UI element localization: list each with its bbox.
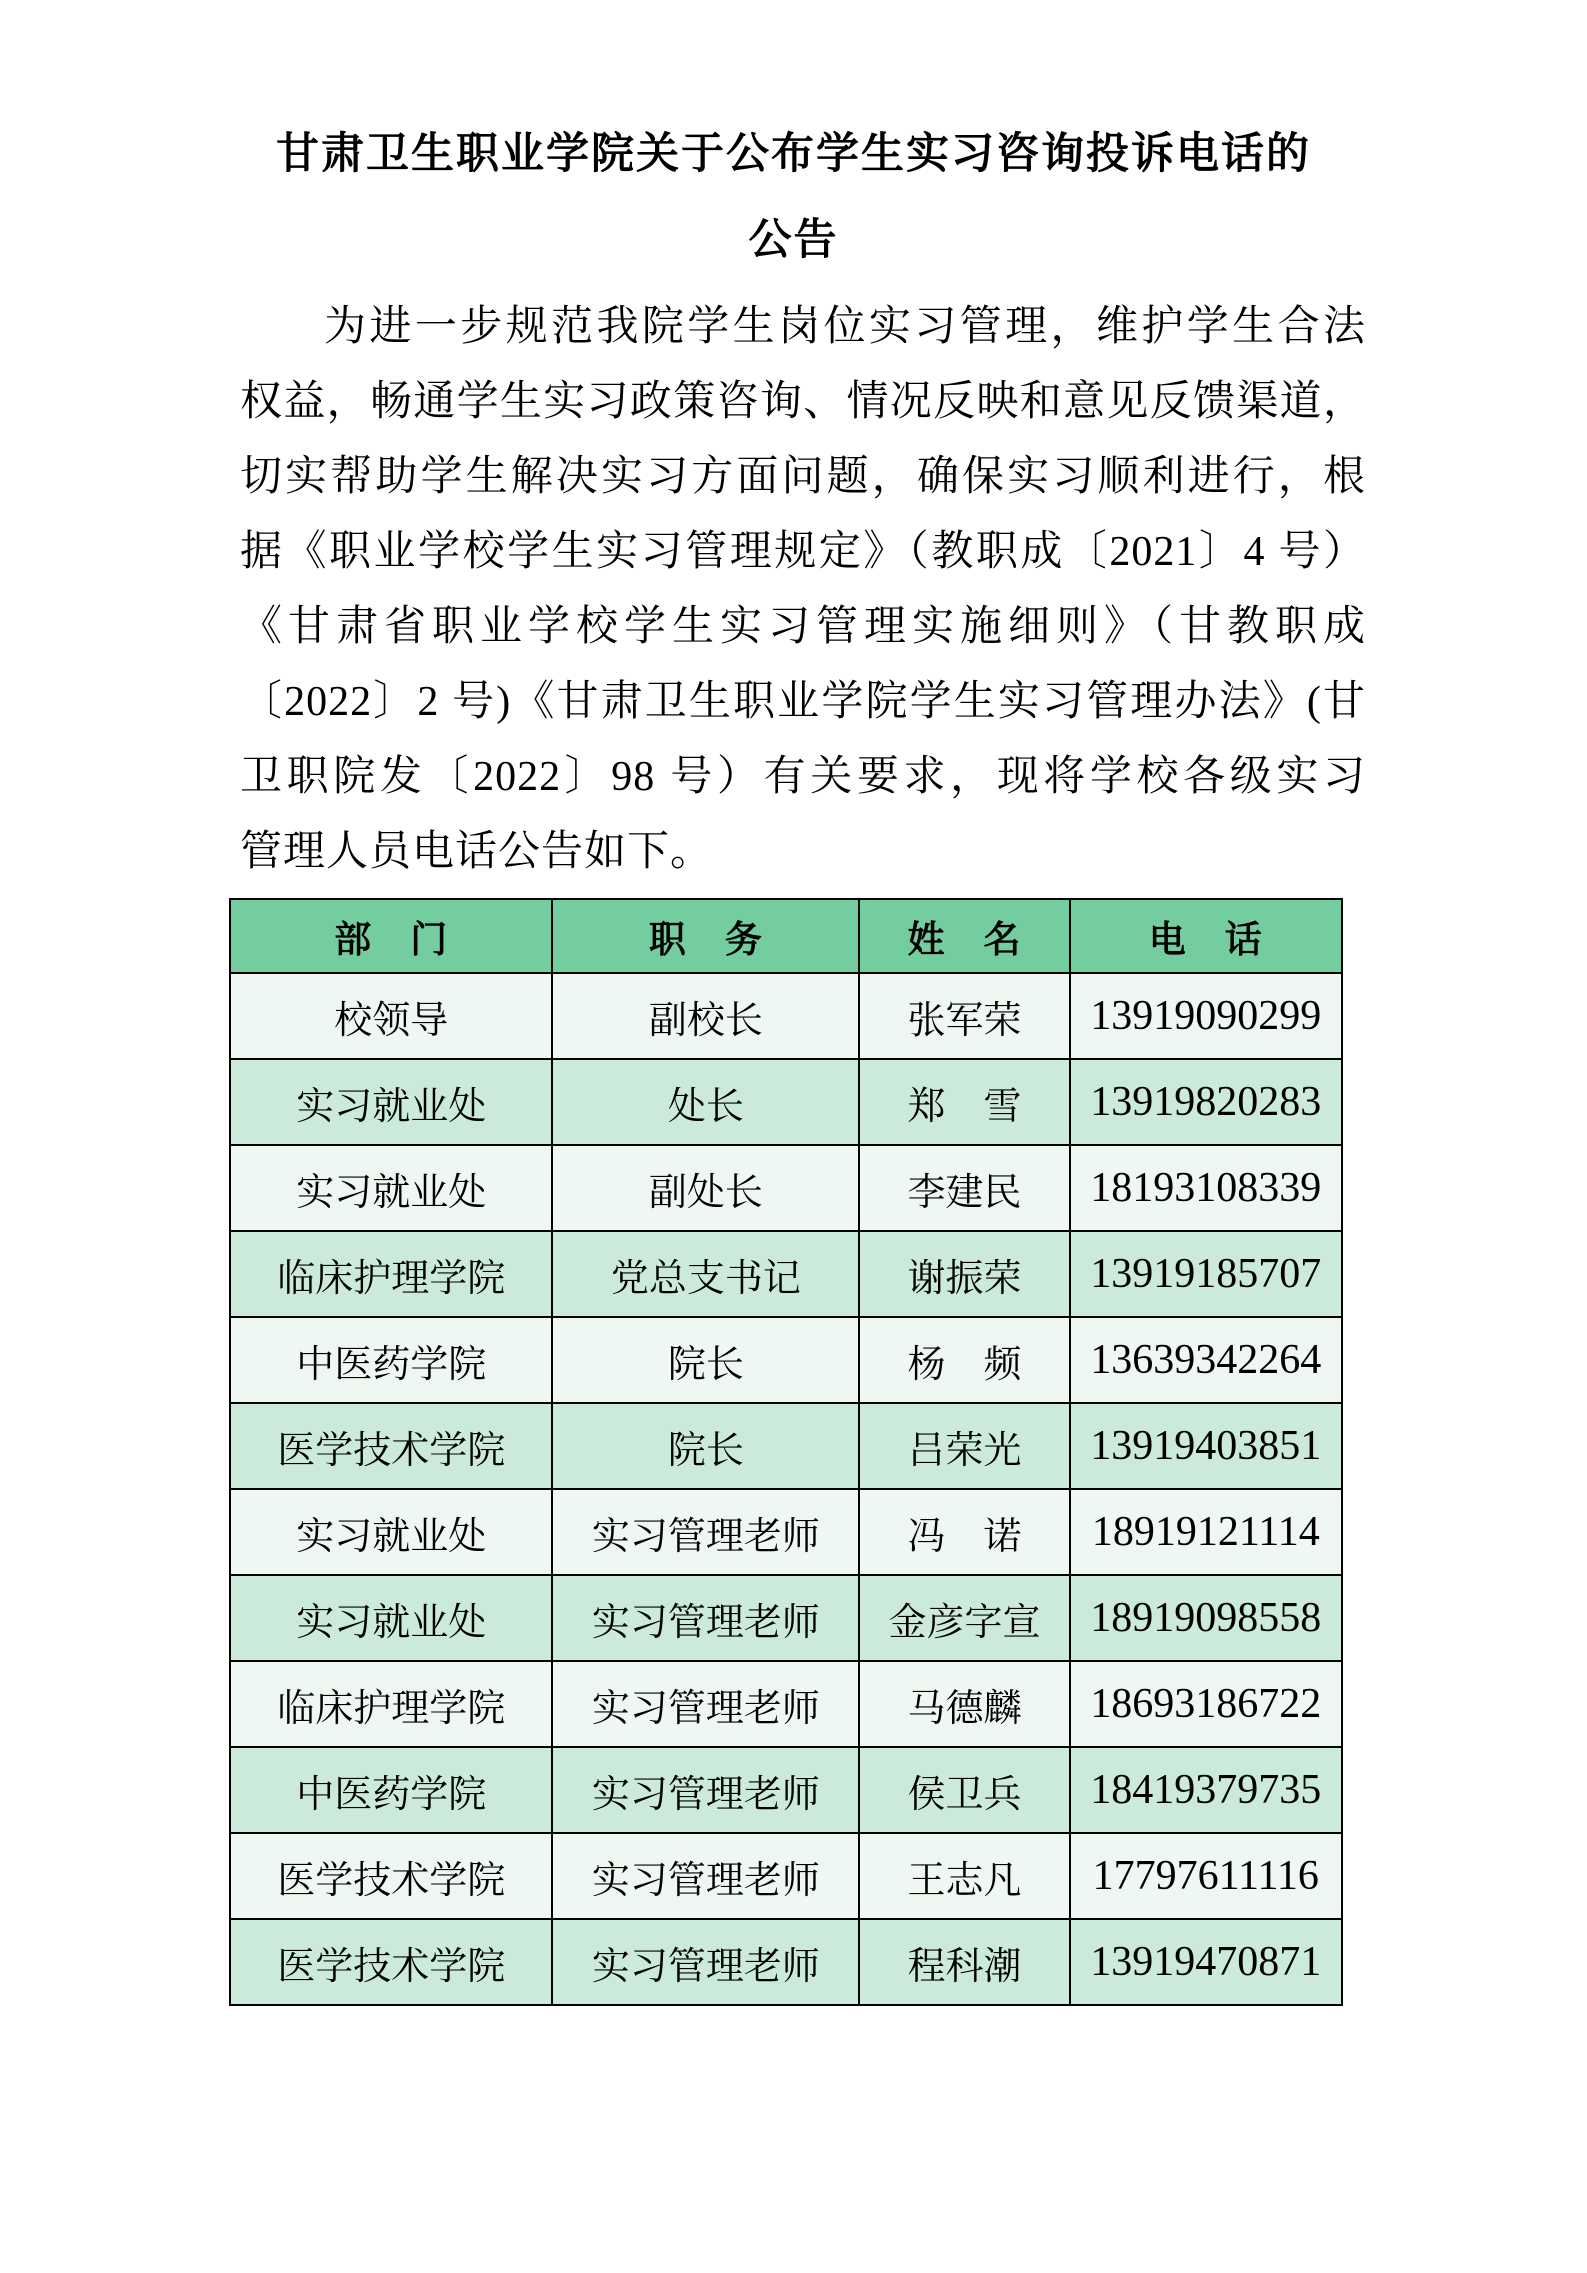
cell-position: 党总支书记 (552, 1231, 859, 1317)
cell-phone: 17797611116 (1070, 1833, 1342, 1919)
table-row (230, 1059, 1342, 1145)
paragraph-line: 《甘肃省职业学校学生实习管理实施细则》（甘教职成 (240, 604, 1366, 650)
cell-name: 李建民 (859, 1145, 1069, 1231)
paragraph-line: 据《职业学校学生实习管理规定》（教职成〔2021〕4 号） (240, 529, 1366, 575)
cell-phone: 18419379735 (1070, 1747, 1342, 1833)
cell-department: 临床护理学院 (230, 1231, 552, 1317)
cell-department: 实习就业处 (230, 1059, 552, 1145)
header-department: 部 门 (230, 899, 552, 973)
cell-department: 实习就业处 (230, 1575, 552, 1661)
cell-name: 王志凡 (859, 1833, 1069, 1919)
paragraph-line: 为进一步规范我院学生岗位实习管理，维护学生合法 (324, 304, 1366, 350)
cell-position: 副校长 (552, 973, 859, 1059)
table-header-row (230, 899, 1342, 973)
title-line-2: 公告 (748, 217, 839, 264)
cell-name: 杨 频 (859, 1317, 1069, 1403)
cell-position: 实习管理老师 (552, 1489, 859, 1575)
table-row (230, 1833, 1342, 1919)
table-row (230, 1231, 1342, 1317)
cell-phone: 13919470871 (1070, 1919, 1342, 2005)
cell-department: 医学技术学院 (230, 1919, 552, 2005)
cell-name: 程科潮 (859, 1919, 1069, 2005)
cell-name: 马德麟 (859, 1661, 1069, 1747)
table-body (230, 973, 1342, 2005)
cell-department: 实习就业处 (230, 1145, 552, 1231)
table-row (230, 1489, 1342, 1575)
document-title (0, 112, 1587, 284)
title-line-1: 甘肃卫生职业学院关于公布学生实习咨询投诉电话的 (276, 131, 1311, 178)
cell-phone: 18193108339 (1070, 1145, 1342, 1231)
cell-phone: 18693186722 (1070, 1661, 1342, 1747)
cell-department: 校领导 (230, 973, 552, 1059)
table-row (230, 1403, 1342, 1489)
cell-phone: 18919098558 (1070, 1575, 1342, 1661)
cell-name: 吕荣光 (859, 1403, 1069, 1489)
cell-phone: 13919403851 (1070, 1403, 1342, 1489)
header-name: 姓 名 (859, 899, 1069, 973)
body-paragraph (240, 290, 1366, 890)
cell-name: 郑 雪 (859, 1059, 1069, 1145)
cell-position: 实习管理老师 (552, 1919, 859, 2005)
cell-position: 实习管理老师 (552, 1661, 859, 1747)
cell-position: 实习管理老师 (552, 1833, 859, 1919)
cell-position: 副处长 (552, 1145, 859, 1231)
cell-position: 实习管理老师 (552, 1575, 859, 1661)
paragraph-line: 〔2022〕2 号)《甘肃卫生职业学院学生实习管理办法》(甘 (240, 679, 1366, 725)
paragraph-line: 卫职院发〔2022〕98 号）有关要求，现将学校各级实习 (240, 754, 1366, 800)
paragraph-line: 切实帮助学生解决实习方面问题，确保实习顺利进行，根 (240, 454, 1366, 500)
cell-department: 实习就业处 (230, 1489, 552, 1575)
paragraph-line: 权益，畅通学生实习政策咨询、情况反映和意见反馈渠道， (240, 379, 1366, 425)
cell-name: 侯卫兵 (859, 1747, 1069, 1833)
cell-department: 医学技术学院 (230, 1403, 552, 1489)
table-row (230, 1747, 1342, 1833)
table-row (230, 1145, 1342, 1231)
cell-phone: 13919090299 (1070, 973, 1342, 1059)
contact-table (229, 898, 1343, 2006)
cell-department: 中医药学院 (230, 1317, 552, 1403)
table-row (230, 1575, 1342, 1661)
cell-name: 谢振荣 (859, 1231, 1069, 1317)
table-row (230, 1919, 1342, 2005)
cell-department: 医学技术学院 (230, 1833, 552, 1919)
cell-name: 张军荣 (859, 973, 1069, 1059)
cell-name: 金彦字宣 (859, 1575, 1069, 1661)
cell-department: 临床护理学院 (230, 1661, 552, 1747)
table-row (230, 973, 1342, 1059)
cell-position: 处长 (552, 1059, 859, 1145)
cell-phone: 13639342264 (1070, 1317, 1342, 1403)
cell-position: 院长 (552, 1403, 859, 1489)
cell-department: 中医药学院 (230, 1747, 552, 1833)
cell-name: 冯 诺 (859, 1489, 1069, 1575)
header-phone: 电 话 (1070, 899, 1342, 973)
cell-phone: 13919820283 (1070, 1059, 1342, 1145)
cell-phone: 13919185707 (1070, 1231, 1342, 1317)
cell-position: 实习管理老师 (552, 1747, 859, 1833)
table-row (230, 1661, 1342, 1747)
header-position: 职 务 (552, 899, 859, 973)
cell-position: 院长 (552, 1317, 859, 1403)
paragraph-line: 管理人员电话公告如下。 (240, 829, 714, 875)
table-row (230, 1317, 1342, 1403)
announcement-page (0, 112, 1587, 2273)
cell-phone: 18919121114 (1070, 1489, 1342, 1575)
